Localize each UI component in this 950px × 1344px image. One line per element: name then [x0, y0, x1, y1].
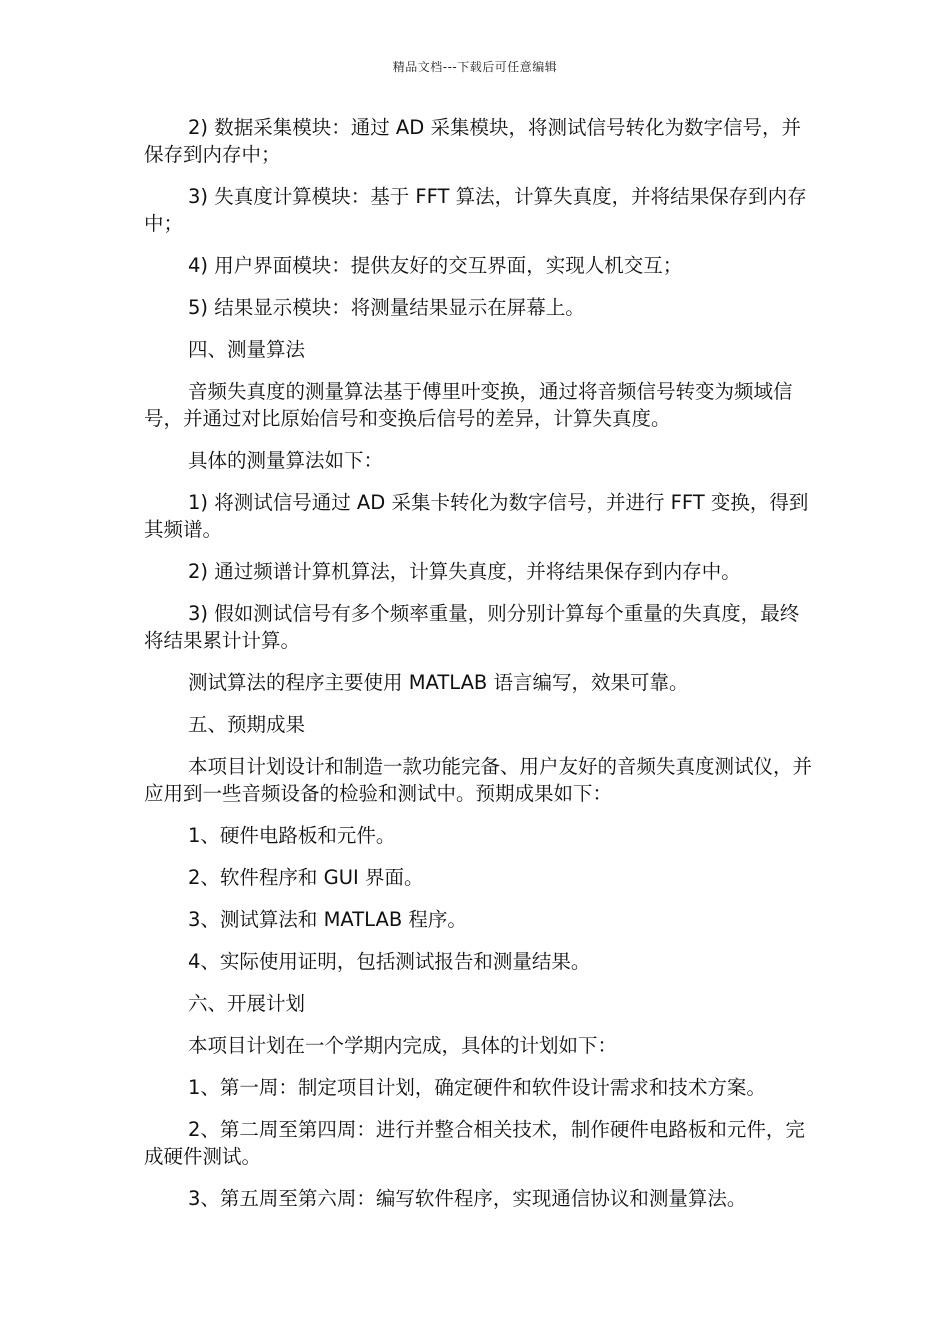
algorithm-step-3: 3) 假如测试信号有多个频率重量，则分别计算每个重量的失真度，最终将结果累计计算。: [144, 602, 800, 652]
document-body: [144, 114, 812, 1227]
outcome-1: 1、硬件电路板和元件。: [188, 824, 396, 847]
plan-intro: 本项目计划在一个学期内完成，具体的计划如下：: [188, 1034, 618, 1057]
page-header: 精品文档---下载后可任意编辑: [392, 60, 558, 74]
section-heading-algorithm: 四、测量算法: [188, 338, 306, 361]
plan-week-2-4: 2、第二周至第四周：进行并整合相关技术，制作硬件电路板和元件，完成硬件测试。: [144, 1118, 805, 1168]
algorithm-step-2: 2) 通过频谱计算机算法，计算失真度，并将结果保存到内存中。: [188, 560, 741, 583]
module-user-interface: 4) 用户界面模块：提供友好的交互界面，实现人机交互；: [188, 254, 683, 277]
algorithm-implementation: 测试算法的程序主要使用 MATLAB 语言编写，效果可靠。: [188, 671, 689, 694]
outcomes-intro: 本项目计划设计和制造一款功能完备、用户友好的音频失真度测试仪，并应用到一些音频设备的检验和测试中。预期成果如下：: [144, 755, 813, 805]
section-heading-plan: 六、开展计划: [188, 992, 306, 1015]
algorithm-steps-lead: 具体的测量算法如下：: [188, 449, 384, 472]
algorithm-intro: 音频失真度的测量算法基于傅里叶变换，通过将音频信号转变为频域信号，并通过对比原始信号和变换后信号的差异，计算失真度。: [144, 380, 793, 430]
plan-week-1: 1、第一周：制定项目计划，确定硬件和软件设计需求和技术方案。: [188, 1076, 766, 1099]
plan-week-5-6: 3、第五周至第六周：编写软件程序，实现通信协议和测量算法。: [188, 1187, 747, 1210]
outcome-4: 4、实际使用证明，包括测试报告和测量结果。: [188, 950, 591, 973]
module-distortion-calc: 3) 失真度计算模块：基于 FFT 算法，计算失真度，并将结果保存到内存中；: [144, 185, 807, 235]
module-result-display: 5) 结果显示模块：将测量结果显示在屏幕上。: [188, 296, 585, 319]
algorithm-step-1: 1) 将测试信号通过 AD 采集卡转化为数字信号，并进行 FFT 变换，得到其频谱。: [144, 491, 809, 541]
outcome-3: 3、测试算法和 MATLAB 程序。: [188, 908, 467, 931]
outcome-2: 2、软件程序和 GUI 界面。: [188, 866, 424, 889]
section-heading-outcomes: 五、预期成果: [188, 713, 306, 736]
module-data-acquisition: 2) 数据采集模块：通过 AD 采集模块，将测试信号转化为数字信号，并保存到内存中；: [144, 116, 801, 166]
